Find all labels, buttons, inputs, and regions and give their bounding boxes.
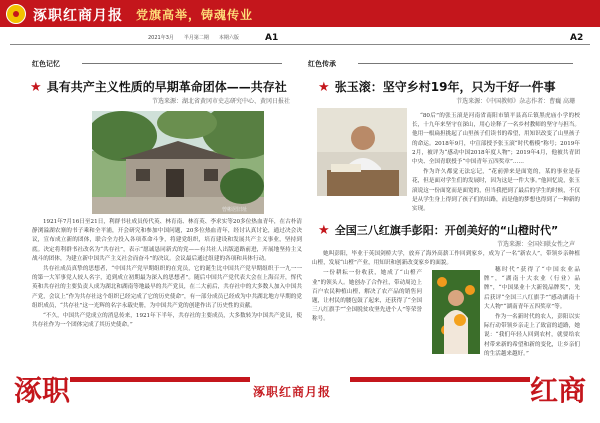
issue-info: 2021年3月 半月第二期 本期六版 (148, 35, 239, 41)
footer-deco-left: 涿职 (14, 374, 71, 407)
right-paragraph: 穗时代”获得了“中国农业品牌”，“湖南十大农业（行业）品牌”，“中国果业十大新锐品牌奖”，先后获评“全国三八红旗手”“感动湖南十大人物”“湖南青年五四奖章”等。 (484, 267, 580, 310)
left-article-body (32, 218, 302, 331)
former-residence-photo-icon (92, 111, 264, 214)
footer-bar-left (70, 377, 250, 382)
red-star-icon: ★ (318, 80, 330, 95)
section-tag-left: 红色记忆 (32, 60, 60, 68)
right-paragraph: “80后”的张玉滚是河南省南阳市镇平县高丘镇黑虎庙小学的校长，十九年来坚守在深山，用心诠释了一名乡村教师的坚守与担当。他用一根扁担挑起了山里孩子们读书的希望，用知识改变了山里孩子的命运。2018年9月，中宣部授予张玉滚“时代楷模”称号；2019年2月，被评为“感动中国2018年度人物”；2019年4月，他被共青团中央、全国青联授予“中国青年五四奖章”…… (412, 113, 580, 166)
section-line-left (82, 63, 282, 64)
red-star-icon: ★ (30, 80, 42, 95)
header-divider (10, 44, 590, 45)
right-source-1: 节选来源：《中国教师》杂志作者：曹巍 高珊 (456, 98, 575, 105)
right-paragraph: 她叫彭阳，毕业于英国剑桥大学，放弃了海外高薪工作回到家乡，成为了一名“新农人”，带领乡亲种植山橙，发展“山橙”产业，用知识和创新改变家乡的面貌。 (312, 251, 580, 267)
right-article-1-body (312, 112, 580, 215)
right-headline-1 (318, 76, 588, 95)
orange-farmer-photo (432, 270, 480, 354)
page-number-left: A1 (265, 33, 279, 43)
left-paragraph: 1921年7月16日至21日，利群书社成员传代英、林育南、林育英、李求实等20多位热血青年，在古朴清静浏溢湖农寨的书子乘和全平浦，开会研究和参加中国问题，20多位热血青年，经讨认真讨论，通过决会决议，宣布成立新的团体，联合全力投入各项革命斗争，将建党组织，培育建设和发展共产主义事业，坚持到底。决定将利群书社改名为“共存社”，表示“愿诚恳同新式的党——有共社人出版道路前进，开展地坚持主义战斗的团体，为建立新中国共产主义社会而奋斗”的决议。会议最后通过组建的各项和具体行动。 (32, 219, 302, 262)
right-paragraph: 作为一名新时代的农人，彭阳以实际行动带领乡亲走上了致富的道路，她说：“我们年轻人回到农村，就要给农村带来新的希望和新的变化，让乡亲们的生活越来越好。” (484, 314, 580, 357)
right-paragraph: 作为许久都觉无法忘记，“花前弹来是面宽的，某的事业是春花，但是面对学生们的发展时，因为这是一件大事。”他回忆说，张玉滚说这一份面宽而是面宽的，但当我把到了最后的学生的时候，不仅是从学生身上得到了孩子们的出路，而是他的梦想也得到了一种新的实现。 (412, 169, 580, 213)
left-source: 节选来源：湖北省黄冈市史志研究中心、黄冈日报社 (151, 98, 290, 105)
footer-bar-right (350, 377, 530, 382)
footer-deco-right: 红商 (530, 374, 587, 407)
right-source-2: 节选来源：全国妇联女性之声 (496, 241, 575, 248)
page-number-right: A2 (570, 33, 584, 43)
left-headline (30, 76, 300, 95)
left-title: 具有共产主义性质的早期革命团体——共存社 (46, 80, 287, 94)
red-star-icon: ★ (318, 223, 330, 238)
footer-title: 涿职红商月报 (253, 385, 332, 399)
right-headline-2 (318, 219, 588, 238)
right-title-2: 全国三八红旗手彭阳：开创美好的“山橙时代” (334, 224, 559, 237)
left-paragraph: 共存社成员真挚的思想者，“中国共产党早期组织的在党员，它的诞生比中国共产党早期组织于一九一一的第一大军事党人较人名字，追到成立初期最为深入的思想者”。随后中国共产党代表大会在上海召开，恽代英和共存社的主要负责人成为湖北和湖南等地最早的共产党员，在二大前后，共存社中的大多数人加入中国共产党，会议上“作为共存社这个组织已经完成了它的历史使命”，有一部分成员已经成为中共湖北地方早期的党组织成员，“共存社”这一光辉的名字永载史册，为中国共产党的创建作出了历史性的贡献。 (32, 266, 302, 309)
paper-name: 涿职红商月报 (33, 8, 123, 24)
right-paragraph: 一份耕耘一份收获，她成了“山橙产业”的领头人。她创办了合作社，带动周边上百户农民种植山橙，解决了农产品的销售问题，让村民的腰包鼓了起来，还获得了“全国三八红旗手”“全国脱贫攻坚先进个人”等荣誉称号。 (312, 270, 422, 323)
right-article-2-side (484, 266, 580, 360)
right-title-1: 张玉滚：坚守乡村19年，只为干好一件事 (334, 80, 556, 94)
section-tag-right: 红色传承 (308, 60, 336, 68)
section-line-right (358, 63, 573, 64)
left-paragraph: “不久，中国共产党成立的消息传来，1921年下半年，共存社的主要成员，大多数转为中国共产党员，使共存社作为一个团体完成了其历史使命。” (32, 313, 302, 329)
photo-caption: 曾彬居旧址 (222, 207, 248, 213)
former-residence-photo (92, 111, 264, 214)
paper-motto: 党旗高举，铸魂传业 (136, 8, 254, 22)
orange-farmer-photo-icon (432, 270, 480, 354)
school-logo-icon (6, 4, 26, 24)
